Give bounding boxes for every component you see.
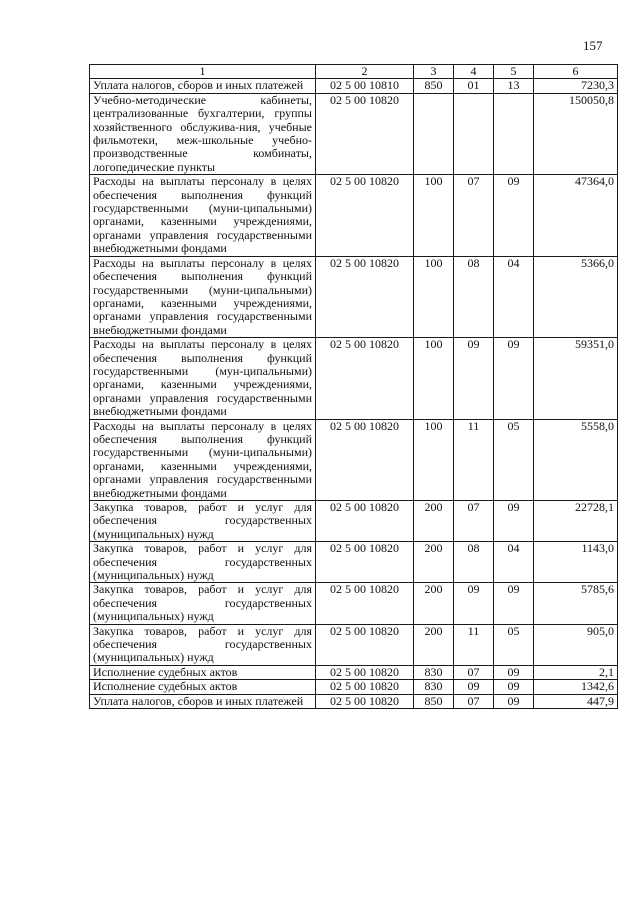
header-cell: 6 [534,65,618,79]
expense-name-cell: Закупка товаров, работ и услуг для обеспечения государственных (муниципальных) нужд [90,583,316,624]
subsection-cell: 09 [494,680,534,694]
table-row [90,501,618,542]
target-code-cell: 02 5 00 10820 [316,694,414,708]
expense-name-cell: Закупка товаров, работ и услуг для обеспечения государственных (муниципальных) нужд [90,624,316,665]
amount-cell: 7230,3 [534,79,618,93]
expense-type-cell: 830 [414,680,454,694]
header-cell: 4 [454,65,494,79]
table-row [90,79,618,93]
table-row [90,694,618,708]
expense-name-cell: Учебно-методические кабинеты, централизованные бухгалтерии, группы хозяйственного обслужива-ния, учебные фильмотеки, меж-школьные учебно-производственные комбинаты, логопедические пункты [90,93,316,174]
subsection-cell: 09 [494,694,534,708]
subsection-cell: 09 [494,665,534,679]
expense-type-cell: 850 [414,694,454,708]
amount-cell: 22728,1 [534,501,618,542]
expense-name-cell: Расходы на выплаты персоналу в целях обеспечения выполнения функций государственными (мун-ципальными) органами, казенными учреждениями, органами управления государственными внебюджетными фондами [90,338,316,419]
section-cell: 07 [454,501,494,542]
amount-cell: 47364,0 [534,175,618,256]
table-row [90,175,618,256]
section-cell: 09 [454,583,494,624]
expense-name-cell: Уплата налогов, сборов и иных платежей [90,79,316,93]
section-cell: 11 [454,419,494,500]
target-code-cell: 02 5 00 10820 [316,419,414,500]
budget-table [89,64,618,709]
expense-type-cell: 830 [414,665,454,679]
expense-name-cell: Исполнение судебных актов [90,680,316,694]
header-cell: 2 [316,65,414,79]
table-row [90,542,618,583]
amount-cell: 447,9 [534,694,618,708]
expense-type-cell: 200 [414,583,454,624]
target-code-cell: 02 5 00 10820 [316,256,414,337]
amount-cell: 5366,0 [534,256,618,337]
expense-type-cell: 200 [414,624,454,665]
table-row [90,419,618,500]
table-row [90,256,618,337]
expense-type-cell: 200 [414,501,454,542]
amount-cell: 59351,0 [534,338,618,419]
expense-type-cell: 100 [414,256,454,337]
amount-cell: 1342,6 [534,680,618,694]
expense-type-cell: 200 [414,542,454,583]
table-row [90,93,618,174]
amount-cell: 150050,8 [534,93,618,174]
expense-name-cell: Расходы на выплаты персоналу в целях обеспечения выполнения функций государственными (муни-ципальными) органами, казенными учреждениями, органами управления государственными внебюджетными фондами [90,256,316,337]
target-code-cell: 02 5 00 10820 [316,542,414,583]
expense-name-cell: Расходы на выплаты персоналу в целях обеспечения выполнения функций государственными (муни-ципальными) органами, казенными учреждениями, органами управления государственными внебюджетными фондами [90,175,316,256]
subsection-cell: 04 [494,542,534,583]
subsection-cell [494,93,534,174]
target-code-cell: 02 5 00 10820 [316,665,414,679]
expense-name-cell: Уплата налогов, сборов и иных платежей [90,694,316,708]
expense-name-cell: Закупка товаров, работ и услуг для обеспечения государственных (муниципальных) нужд [90,542,316,583]
table-row [90,665,618,679]
section-cell: 07 [454,694,494,708]
page-number: 157 [583,38,603,53]
expense-type-cell: 850 [414,79,454,93]
section-cell: 01 [454,79,494,93]
header-cell: 3 [414,65,454,79]
expense-type-cell: 100 [414,419,454,500]
amount-cell: 2,1 [534,665,618,679]
amount-cell: 5558,0 [534,419,618,500]
target-code-cell: 02 5 00 10820 [316,175,414,256]
target-code-cell: 02 5 00 10820 [316,680,414,694]
target-code-cell: 02 5 00 10820 [316,93,414,174]
subsection-cell: 05 [494,419,534,500]
section-cell: 07 [454,665,494,679]
table-row [90,583,618,624]
subsection-cell: 09 [494,175,534,256]
table-body [90,65,618,709]
expense-type-cell [414,93,454,174]
expense-name-cell: Закупка товаров, работ и услуг для обеспечения государственных (муниципальных) нужд [90,501,316,542]
amount-cell: 5785,6 [534,583,618,624]
section-cell: 08 [454,256,494,337]
section-cell: 08 [454,542,494,583]
header-cell: 5 [494,65,534,79]
expense-name-cell: Исполнение судебных актов [90,665,316,679]
header-cell: 1 [90,65,316,79]
section-cell: 07 [454,175,494,256]
expense-type-cell: 100 [414,175,454,256]
section-cell: 09 [454,338,494,419]
table-row [90,338,618,419]
amount-cell: 1143,0 [534,542,618,583]
subsection-cell: 05 [494,624,534,665]
target-code-cell: 02 5 00 10820 [316,583,414,624]
amount-cell: 905,0 [534,624,618,665]
table-header-row [90,65,618,79]
subsection-cell: 09 [494,338,534,419]
table-row [90,624,618,665]
target-code-cell: 02 5 00 10820 [316,624,414,665]
subsection-cell: 09 [494,583,534,624]
target-code-cell: 02 5 00 10810 [316,79,414,93]
expense-name-cell: Расходы на выплаты персоналу в целях обеспечения выполнения функций государственными (муни-ципальными) органами, казенными учреждениями, органами управления государственными внебюджетными фондами [90,419,316,500]
target-code-cell: 02 5 00 10820 [316,501,414,542]
subsection-cell: 09 [494,501,534,542]
target-code-cell: 02 5 00 10820 [316,338,414,419]
section-cell: 11 [454,624,494,665]
expense-type-cell: 100 [414,338,454,419]
subsection-cell: 04 [494,256,534,337]
section-cell: 09 [454,680,494,694]
section-cell [454,93,494,174]
subsection-cell: 13 [494,79,534,93]
table-row [90,680,618,694]
